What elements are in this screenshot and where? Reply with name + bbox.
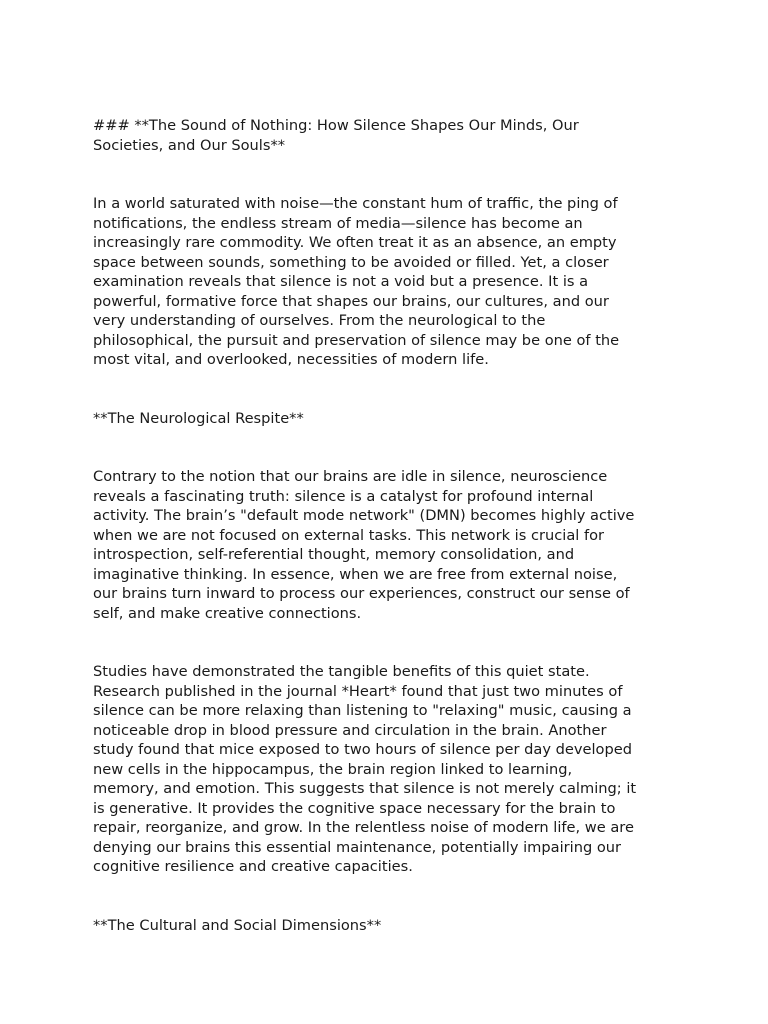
document-page: [93, 116, 683, 935]
paragraph-dmn: Contrary to the notion that our brains are idle in silence, neuroscience reveals a fascinating truth: silence is a catalyst for profound internal activity. The brain’s "default mode network" (DMN) becomes highly active when we are not focused on external tasks. This network is crucial for introspection, self-referential thought, memory consolidation, and imaginative thinking. In essence, when we are free from external noise, our brains turn inward to process our experiences, construct our sense of self, and make creative connections.: [93, 468, 635, 622]
spacer: [93, 623, 683, 662]
intro-paragraph: In a world saturated with noise—the constant hum of traffic, the ping of notifications, the endless stream of media—silence has become an increasingly rare commodity. We often treat it as an absence, an empty space between sounds, something to be avoided or filled. Yet, a closer examination reveals that silence is not a void but a presence. It is a powerful, formative force that shapes our brains, our cultures, and our very understanding of ourselves. From the neurological to the philosophical, the pursuit and preservation of silence may be one of the most vital, and overlooked, necessities of modern life.: [93, 195, 620, 368]
spacer: [93, 370, 683, 409]
paragraph-studies: Studies have demonstrated the tangible benefits of this quiet state. Research published in the journal *Heart* found that just two minutes of silence can be more relaxing than listening to "relaxing" music, causing a noticeable drop in blood pressure and circulation in the brain. Another study found that mice exposed to two hours of silence per day developed new cells in the hippocampus, the brain region linked to learning, memory, and emotion. This suggests that silence is not merely calming; it is generative. It provides the cognitive space necessary for the brain to repair, reorganize, and grow. In the relentless noise of modern life, we are denying our brains this essential maintenance, potentially impairing our cognitive resilience and creative capacities.: [93, 663, 637, 875]
spacer: [93, 877, 683, 916]
document-title: ### **The Sound of Nothing: How Silence Shapes Our Minds, Our Societies, and Our Souls**: [93, 117, 579, 154]
spacer: [93, 428, 683, 467]
section-heading-neurological: **The Neurological Respite**: [93, 409, 304, 427]
section-heading-cultural: **The Cultural and Social Dimensions**: [93, 916, 382, 934]
spacer: [93, 155, 683, 194]
